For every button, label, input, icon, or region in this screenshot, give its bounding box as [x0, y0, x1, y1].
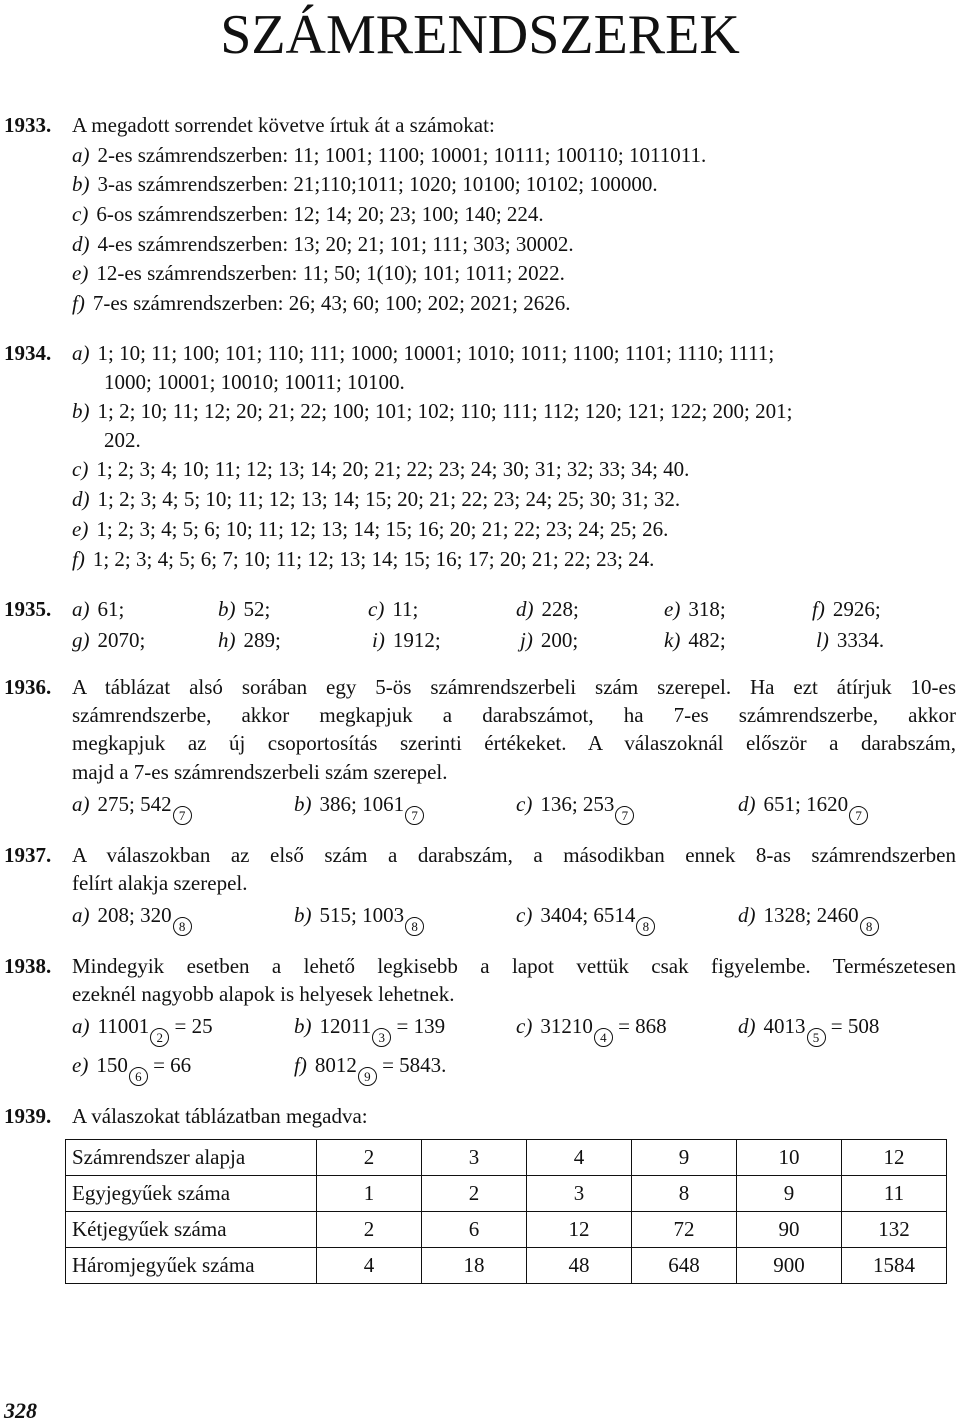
- item-label: c): [516, 1014, 533, 1038]
- item-value: 4013: [763, 1014, 806, 1038]
- table-cell: 12: [527, 1212, 632, 1248]
- answer-line: [72, 341, 774, 365]
- base-subscript: 8: [405, 917, 424, 936]
- base-subscript: 4: [594, 1028, 613, 1047]
- item-label: c): [72, 202, 89, 226]
- table-row: [66, 1176, 947, 1212]
- item-text: 12-es számrendszerben: 11; 50; 1(10); 101; 1011; 2022.: [96, 261, 565, 285]
- item-value: 200;: [540, 628, 579, 652]
- item-text: 1; 2; 3; 4; 5; 10; 11; 12; 13; 14; 15; 20; 21; 22; 23; 24; 25; 30; 31; 32.: [97, 487, 681, 511]
- table-row: [66, 1212, 947, 1248]
- base-subscript: 8: [173, 917, 192, 936]
- item-label: d): [738, 1014, 756, 1038]
- answer-item: [516, 1014, 667, 1045]
- item-text: 7-es számrendszerben: 26; 43; 60; 100; 202; 2021; 2626.: [92, 291, 571, 315]
- page-number: 328: [4, 1398, 37, 1423]
- answer-item: [72, 1014, 213, 1045]
- answer-item: [516, 597, 579, 622]
- table-cell: 2: [317, 1212, 422, 1248]
- item-result: = 66: [153, 1053, 192, 1077]
- item-text: 4-es számrendszerben: 13; 20; 21; 101; 111; 303; 30002.: [97, 232, 574, 256]
- base-subscript: 5: [807, 1028, 826, 1047]
- item-value: 3404; 6514: [540, 903, 636, 927]
- paragraph-line: megkapjuk az új csoportosítás szerinti értékeket. A válaszoknál először a darabszám,: [72, 731, 956, 755]
- page-title: SZÁMRENDSZEREK: [220, 4, 740, 66]
- answer-item: [664, 597, 726, 622]
- base-subscript: 8: [860, 917, 879, 936]
- item-value: 12011: [319, 1014, 372, 1038]
- problem-number: 1937.: [4, 843, 52, 867]
- item-value: 318;: [688, 597, 726, 621]
- answer-item: [218, 597, 270, 622]
- base-subscript: 3: [372, 1028, 391, 1047]
- answer-line: 202.: [104, 428, 141, 452]
- item-value: 208; 320: [97, 903, 172, 927]
- table-cell: 72: [632, 1212, 737, 1248]
- item-value: 289;: [243, 628, 281, 652]
- answer-line: [72, 291, 571, 315]
- item-label: j): [520, 628, 533, 652]
- answer-item: [294, 1053, 447, 1084]
- item-label: d): [738, 792, 756, 816]
- row-header: Egyjegyűek száma: [66, 1176, 317, 1212]
- item-label: d): [72, 487, 90, 511]
- table-cell: 4: [527, 1140, 632, 1176]
- item-value: 1912;: [392, 628, 441, 652]
- item-value: 3334.: [836, 628, 885, 652]
- item-value: 1328; 2460: [763, 903, 859, 927]
- item-value: 11001: [97, 1014, 150, 1038]
- table-cell: 9: [632, 1140, 737, 1176]
- problem-number: 1936.: [4, 675, 52, 699]
- item-label: h): [218, 628, 236, 652]
- answer-item: [516, 792, 634, 823]
- base-subscript: 8: [636, 917, 655, 936]
- row-header: Háromjegyűek száma: [66, 1248, 317, 1284]
- answer-item: [738, 903, 879, 934]
- answer-item: [738, 1014, 880, 1045]
- table-cell: 48: [527, 1248, 632, 1284]
- table-cell: 4: [317, 1248, 422, 1284]
- item-label: b): [294, 903, 312, 927]
- item-result: = 508: [830, 1014, 880, 1038]
- item-label: b): [294, 1014, 312, 1038]
- item-result: = 868: [618, 1014, 667, 1038]
- item-label: f): [812, 597, 825, 621]
- base-subscript: 2: [150, 1028, 169, 1047]
- base-subscript: 7: [405, 806, 424, 825]
- item-result: = 25: [174, 1014, 213, 1038]
- row-header: Kétjegyűek száma: [66, 1212, 317, 1248]
- item-value: 275; 542: [97, 792, 172, 816]
- paragraph-line: majd a 7-es számrendszerbeli szám szerepel.: [72, 760, 448, 784]
- answer-item: [812, 597, 881, 622]
- answer-item: [816, 628, 884, 653]
- problem-number: 1939.: [4, 1104, 52, 1128]
- paragraph-line: ezeknél nagyobb alapok is helyesek lehetnek.: [72, 982, 455, 1006]
- item-label: a): [72, 341, 90, 365]
- problem-intro: A válaszokat táblázatban megadva:: [72, 1104, 368, 1128]
- item-result: = 139: [396, 1014, 446, 1038]
- item-value: 482;: [688, 628, 726, 652]
- answer-item: [72, 628, 145, 653]
- table-cell: 11: [842, 1176, 947, 1212]
- base-subscript: 9: [358, 1067, 377, 1086]
- item-text: 3-as számrendszerben: 21;110;1011; 1020; 10100; 10102; 100000.: [97, 172, 658, 196]
- answer-line: 1000; 10001; 10010; 10011; 10100.: [104, 370, 405, 394]
- answer-item: [294, 792, 424, 823]
- item-text: 1; 2; 3; 4; 5; 6; 10; 11; 12; 13; 14; 15; 16; 20; 21; 22; 23; 24; 25; 26.: [96, 517, 669, 541]
- answer-item: [294, 1014, 446, 1045]
- answer-item: [664, 628, 726, 653]
- answer-item: [72, 1053, 192, 1084]
- item-label: d): [72, 232, 90, 256]
- answer-item: [72, 597, 124, 622]
- answer-line: [72, 232, 574, 256]
- table-cell: 1: [317, 1176, 422, 1212]
- paragraph-line: számrendszerbe, akkor megkapjuk a darabszámot, ha 7-es számrendszerbe, akkor: [72, 703, 956, 727]
- base-subscript: 7: [615, 806, 634, 825]
- table-cell: 648: [632, 1248, 737, 1284]
- item-label: a): [72, 792, 90, 816]
- answer-item: [368, 597, 418, 622]
- base-subscript: 7: [173, 806, 192, 825]
- table-cell: 2: [422, 1176, 527, 1212]
- problem-number: 1935.: [4, 597, 52, 621]
- item-label: f): [294, 1053, 307, 1077]
- item-label: i): [372, 628, 385, 652]
- item-value: 52;: [243, 597, 271, 621]
- item-label: b): [294, 792, 312, 816]
- item-text: 1; 2; 10; 11; 12; 20; 21; 22; 100; 101; 102; 110; 111; 112; 120; 121; 122; 200; 201;: [97, 399, 793, 423]
- problem-number: 1934.: [4, 341, 52, 365]
- item-value: 8012: [314, 1053, 357, 1077]
- table-cell: 2: [317, 1140, 422, 1176]
- item-text: 1; 2; 3; 4; 10; 11; 12; 13; 14; 20; 21; 22; 23; 24; 30; 31; 32; 33; 34; 40.: [96, 457, 690, 481]
- answer-line: [72, 487, 680, 511]
- table-cell: 12: [842, 1140, 947, 1176]
- answer-item: [516, 903, 655, 934]
- answer-line: [72, 202, 544, 226]
- paragraph-line: Mindegyik esetben a lehető legkisebb a lapot vettük csak figyelembe. Természetesen: [72, 954, 956, 978]
- problem-number: 1938.: [4, 954, 52, 978]
- table-cell: 3: [422, 1140, 527, 1176]
- answer-item: [294, 903, 424, 934]
- item-label: f): [72, 547, 85, 571]
- table-cell: 9: [737, 1176, 842, 1212]
- answer-line: [72, 517, 668, 541]
- answer-item: [738, 792, 868, 823]
- table-row: [66, 1140, 947, 1176]
- item-value: 136; 253: [540, 792, 615, 816]
- item-label: b): [72, 399, 90, 423]
- problem-intro: A megadott sorrendet követve írtuk át a számokat:: [72, 113, 495, 137]
- answer-item: [520, 628, 578, 653]
- answer-item: [372, 628, 441, 653]
- item-value: 31210: [540, 1014, 593, 1038]
- item-value: 2070;: [97, 628, 146, 652]
- answer-item: [218, 628, 281, 653]
- answer-line: [72, 399, 792, 423]
- problem-number: 1933.: [4, 113, 52, 137]
- table-row: [66, 1248, 947, 1284]
- item-label: e): [72, 261, 89, 285]
- item-label: e): [72, 1053, 89, 1077]
- answer-line: [72, 172, 658, 196]
- item-label: d): [516, 597, 534, 621]
- base-subscript: 6: [129, 1067, 148, 1086]
- table-cell: 8: [632, 1176, 737, 1212]
- item-label: c): [72, 457, 89, 481]
- answer-item: [72, 903, 192, 934]
- table-cell: 3: [527, 1176, 632, 1212]
- table-cell: 132: [842, 1212, 947, 1248]
- item-text: 2-es számrendszerben: 11; 1001; 1100; 10001; 10111; 100110; 1011011.: [97, 143, 707, 167]
- answer-table: [65, 1139, 947, 1284]
- paragraph-line: A táblázat alsó sorában egy 5-ös számrendszerbeli szám szerepel. Ha ezt átírjuk 10-es: [72, 675, 956, 699]
- paragraph-line: A válaszokban az első szám a darabszám, a másodikban ennek 8-as számrendszerben: [72, 843, 956, 867]
- item-result: = 5843.: [382, 1053, 447, 1077]
- table-cell: 1584: [842, 1248, 947, 1284]
- item-label: c): [516, 903, 533, 927]
- answer-line: [72, 143, 706, 167]
- table-cell: 10: [737, 1140, 842, 1176]
- item-value: 651; 1620: [763, 792, 849, 816]
- answer-item: [72, 792, 192, 823]
- item-label: a): [72, 143, 90, 167]
- item-value: 386; 1061: [319, 792, 405, 816]
- item-label: d): [738, 903, 756, 927]
- table-cell: 90: [737, 1212, 842, 1248]
- item-label: c): [516, 792, 533, 816]
- item-value: 515; 1003: [319, 903, 405, 927]
- item-label: c): [368, 597, 385, 621]
- base-subscript: 7: [849, 806, 868, 825]
- item-value: 61;: [97, 597, 125, 621]
- item-label: l): [816, 628, 829, 652]
- answer-line: [72, 457, 689, 481]
- row-header: Számrendszer alapja: [66, 1140, 317, 1176]
- answer-line: [72, 261, 565, 285]
- paragraph-line: felírt alakja szerepel.: [72, 871, 248, 895]
- item-label: e): [664, 597, 681, 621]
- item-label: f): [72, 291, 85, 315]
- item-text: 1; 2; 3; 4; 5; 6; 7; 10; 11; 12; 13; 14; 15; 16; 17; 20; 21; 22; 23; 24.: [92, 547, 655, 571]
- item-label: b): [218, 597, 236, 621]
- item-value: 228;: [541, 597, 579, 621]
- item-label: e): [72, 517, 89, 541]
- table-cell: 18: [422, 1248, 527, 1284]
- item-value: 11;: [392, 597, 419, 621]
- item-value: 150: [96, 1053, 128, 1077]
- answer-line: [72, 547, 654, 571]
- item-text: 1; 10; 11; 100; 101; 110; 111; 1000; 10001; 1010; 1011; 1100; 1101; 1110; 1111;: [97, 341, 775, 365]
- item-label: k): [664, 628, 681, 652]
- item-label: g): [72, 628, 90, 652]
- item-value: 2926;: [832, 597, 881, 621]
- item-text: 6-os számrendszerben: 12; 14; 20; 23; 100; 140; 224.: [96, 202, 544, 226]
- item-label: b): [72, 172, 90, 196]
- item-label: a): [72, 1014, 90, 1038]
- item-label: a): [72, 597, 90, 621]
- item-label: a): [72, 903, 90, 927]
- table-cell: 6: [422, 1212, 527, 1248]
- table-cell: 900: [737, 1248, 842, 1284]
